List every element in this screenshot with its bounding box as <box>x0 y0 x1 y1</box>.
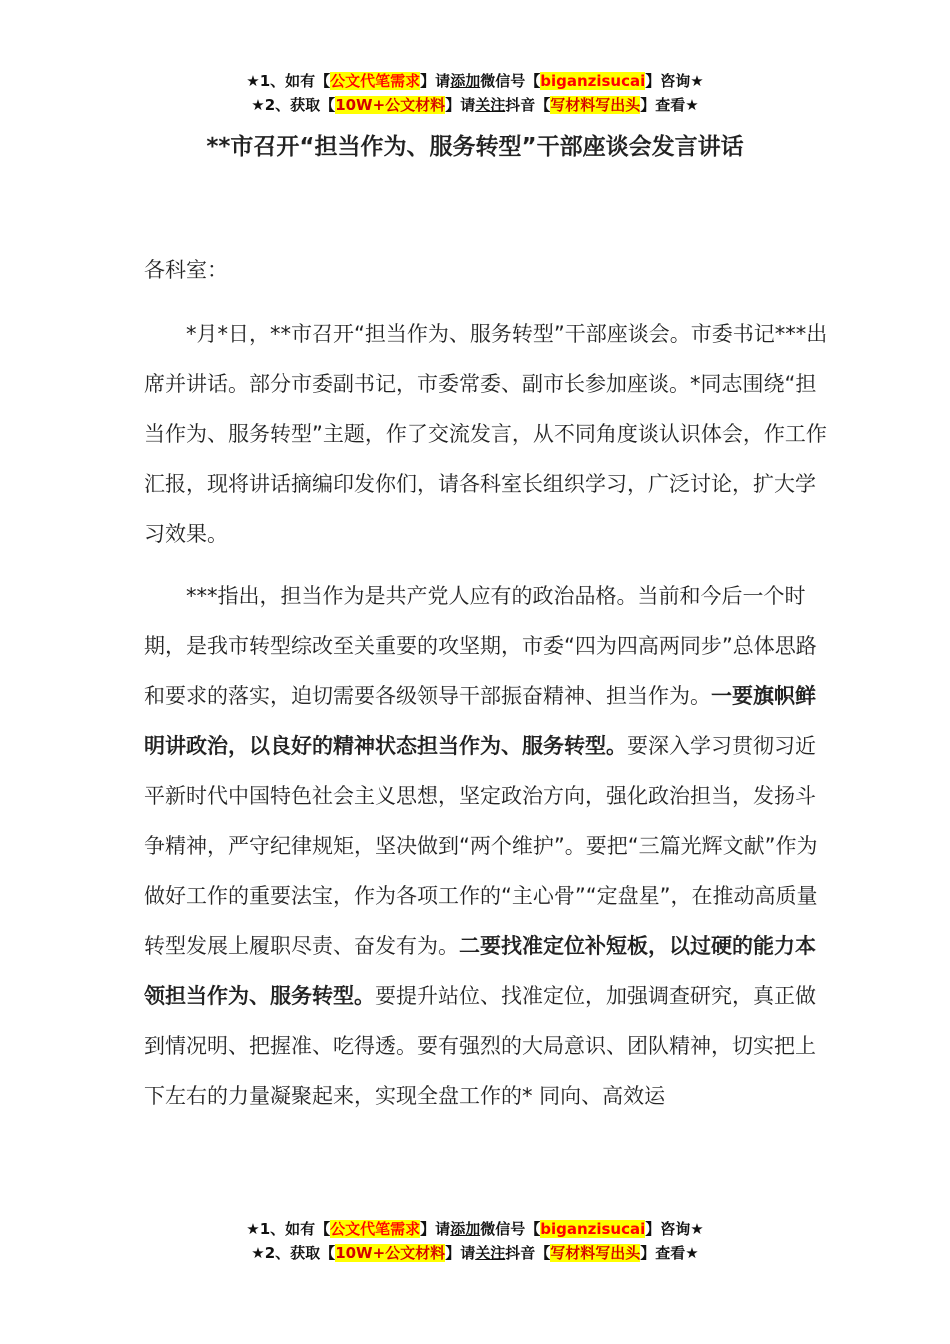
banner-text: ★1、如有【 <box>246 1220 331 1238</box>
banner-text: 抖音【 <box>505 1244 551 1262</box>
banner-text: 】查看★ <box>640 1244 699 1262</box>
banner-text: ★2、获取【 <box>251 1244 336 1262</box>
paragraph-1 <box>144 309 834 559</box>
banner-text: 】请 <box>420 72 451 90</box>
point-2-text: 要提升站位、找准定位，加强调查研究，真正做到情况明、把握准、吃得透。要有强烈的大局意识、团队精神，切实把上下左右的力量凝聚起来，实现全盘工作的* 同向、高效运 <box>144 984 816 1108</box>
banner-highlight: 公文代笔需求 <box>330 72 421 90</box>
banner-text: 微信号【 <box>480 72 541 90</box>
banner-text: 】咨询★ <box>645 72 704 90</box>
banner-line-1 <box>0 1217 950 1241</box>
banner-highlight: 10W+公文材料 <box>335 96 446 114</box>
banner-text: 】咨询★ <box>645 1220 704 1238</box>
banner-underlined: 添加 <box>450 72 481 90</box>
banner-wechat-id: biganzisucai <box>540 1220 646 1238</box>
footer-banner <box>0 1217 950 1265</box>
paragraph-text <box>144 571 834 1121</box>
banner-wechat-id: biganzisucai <box>540 72 646 90</box>
banner-douyin-id: 写材料写出头 <box>550 96 641 114</box>
point-1-text: 要深入学习贯彻习近平新时代中国特色社会主义思想，坚定政治方向，强化政治担当，发扬斗争精神，严守纪律规矩，坚决做到“两个维护”。要把“三篇光辉文献”作为做好工作的重要法宝，作为各项工作的“主心骨”“定盘星”，在推动高质量转型发展上履职尽责、奋发有为。 <box>144 734 818 958</box>
banner-text: ★2、获取【 <box>251 96 336 114</box>
banner-text: 抖音【 <box>505 96 551 114</box>
banner-line-2 <box>0 1241 950 1265</box>
banner-underlined: 添加 <box>450 1220 481 1238</box>
banner-highlight: 10W+公文材料 <box>335 1244 446 1262</box>
banner-line-1 <box>0 69 950 93</box>
banner-text: 】查看★ <box>640 96 699 114</box>
banner-underlined: 关注 <box>475 1244 506 1262</box>
paragraph-2 <box>144 571 834 1121</box>
paragraph-lead: ***指出，担当作为是共产党人应有的政治品格。当前和今后一个时期，是我市转型综改至关重要的攻坚期，市委“四为四高两同步”总体思路和要求的落实，迫切需要各级领导干部振奋精神、担当作为。 <box>144 584 817 708</box>
salutation: 各科室： <box>144 258 228 282</box>
banner-text: 】请 <box>445 1244 476 1262</box>
banner-text: 微信号【 <box>480 1220 541 1238</box>
banner-highlight: 公文代笔需求 <box>330 1220 421 1238</box>
header-banner <box>0 69 950 117</box>
paragraph-text: *月*日，**市召开“担当作为、服务转型”干部座谈会。市委书记***出席并讲话。部分市委副书记，市委常委、副市长参加座谈。*同志围绕“担当作为、服务转型”主题，作了交流发言，从不同角度谈认识体会，作工作汇报，现将讲话摘编印发你们，请各科室长组织学习，广泛讨论，扩大学习效果。 <box>144 322 828 546</box>
banner-underlined: 关注 <box>475 96 506 114</box>
bold-point-1: 一要旗帜鲜明讲政治，以良好的精神状态担当作为、服务转型。 <box>144 684 816 758</box>
bold-point-2: 二要找准定位补短板，以过硬的能力本领担当作为、服务转型。 <box>144 934 816 1008</box>
banner-text: 】请 <box>445 96 476 114</box>
banner-text: ★1、如有【 <box>246 72 331 90</box>
banner-text: 】请 <box>420 1220 451 1238</box>
document-title: **市召开“担当作为、服务转型”干部座谈会发言讲话 <box>206 134 744 160</box>
banner-douyin-id: 写材料写出头 <box>550 1244 641 1262</box>
banner-line-2 <box>0 93 950 117</box>
